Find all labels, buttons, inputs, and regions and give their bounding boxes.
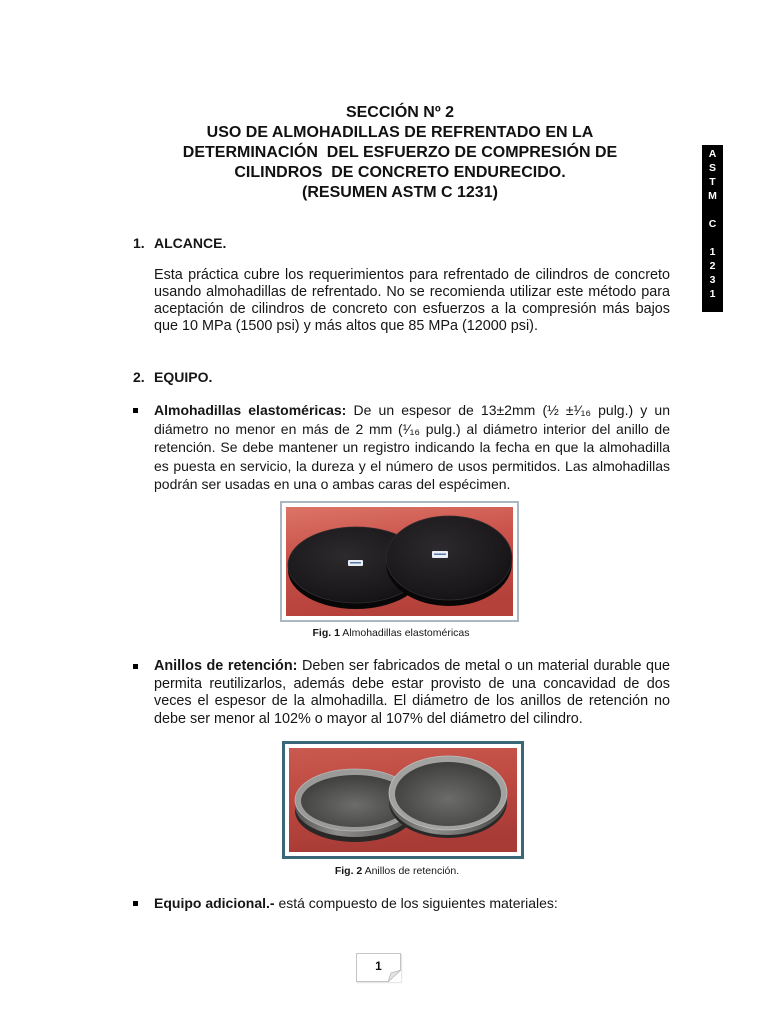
bullet-body: Deben ser fabricados de metal o un material durable que permita reutilizarlos, además debe estar provisto de una concavidad de dos veces el espesor de la almohadilla. El diámetro de los anillos de retención no debe ser menor al 102% o mayor al 107% del diámetro del cilindro. [154,658,670,727]
figure-label: Fig. 2 [334,865,363,877]
section-title: ALCANCE. [154,235,227,251]
section-heading-alcance [133,234,226,252]
bullet-item-anillos [133,658,670,728]
figure-1-frame [280,501,519,622]
side-tab-group-c: C [708,218,717,230]
bullet-item-almohadillas [133,401,670,494]
folded-corner [388,970,401,982]
alcance-paragraph: Esta práctica cubre los requerimientos para refrentado de cilindros de concreto usando almohadillas de refrentado. No se recomienda utilizar este método para aceptación de cilindros de concreto con esfuerzos a la compresión más bajos que 10 MPa (1500 psi) y más altos que 85 MPa (12000 psi). [154,267,670,334]
document-title [120,103,680,203]
title-line-standard: (RESUMEN ASTM C 1231) [302,184,498,201]
figure-2-caption [277,864,517,878]
section-number: 1. [133,235,145,251]
figure-1-caption [271,626,511,640]
retaining-ring-right [389,756,507,838]
figure-label: Fig. 1 [312,627,340,639]
side-tab-group-astm: ASTM [708,148,717,202]
title-line: DETERMINACIÓN DEL ESFUERZO DE COMPRESIÓN DE [182,144,618,161]
title-line: USO DE ALMOHADILLAS DE REFRENTADO EN LA [206,124,594,141]
side-tab-group-number: 1231 [709,246,716,300]
bullet-label: Equipo adicional.- [154,895,275,911]
bullet-marker [133,664,138,669]
side-tab-astm [702,145,723,312]
bullet-label: Almohadillas elastoméricas: [154,402,347,418]
figure-1-photo [286,507,513,616]
bullet-text [154,658,670,728]
bullet-body: está compuesto de los siguientes materiales: [278,895,558,911]
figure-2-photo [289,748,517,852]
figure-caption-text: Almohadillas elastoméricas [342,627,470,639]
title-line-section: SECCIÓN Nº 2 [345,104,455,121]
section-number: 2. [133,369,145,385]
bullet-text [154,894,670,912]
section-heading-equipo [133,368,212,386]
bullet-body: De un espesor de 13±2mm (½ ±¹⁄₁₆ pulg.) y un diámetro no menor en más de 2 mm (¹⁄₁₆ pulg.) al diámetro interior del anillo de retención. Se debe mantener un registro indicando la fecha en que la almohadilla es puesta en servicio, la dureza y el número de usos permitidos. Las almohadillas podrán ser usadas en una o ambas caras del espécimen. [154,402,671,492]
figure-caption-text: Anillos de retención. [364,865,460,877]
section-title: EQUIPO. [154,369,213,385]
elastomeric-pad-right [386,516,512,606]
bullet-text [154,401,670,494]
bullet-marker [133,408,138,413]
figure-2-frame [282,741,524,859]
page-number-box [356,953,401,982]
page-number: 1 [375,959,382,973]
bullet-marker [133,901,138,906]
bullet-item-equipo-adicional [133,894,670,912]
title-line: CILINDROS DE CONCRETO ENDURECIDO. [234,164,566,181]
bullet-label: Anillos de retención: [154,658,298,674]
